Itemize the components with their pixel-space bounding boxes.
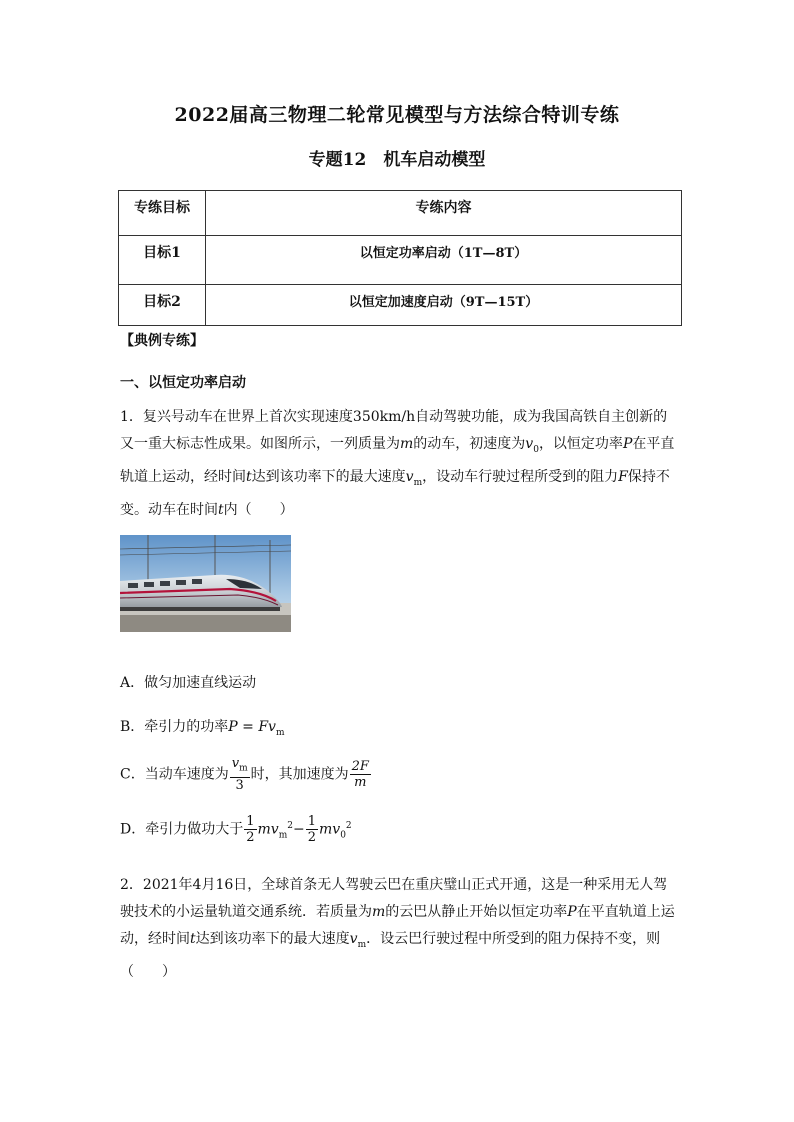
fraction: $\frac{1}{2}$ <box>246 814 255 845</box>
document-title: 2022届高三物理二轮常见模型与方法综合特训专练 <box>174 104 620 126</box>
fraction: $\frac{1}{2}$ <box>307 814 316 845</box>
fraction: $\frac{2F}{m}$ <box>351 758 369 790</box>
table-row <box>119 236 682 285</box>
option-b: B．牵引力的功率$P = Fv_m$ <box>120 719 285 738</box>
content-cell: 以恒定功率启动（1T—8T） <box>359 246 528 261</box>
table-row <box>119 285 682 326</box>
part-heading: 一、以恒定功率启动 <box>120 375 246 391</box>
option-c: C．当动车速度为 $\frac{v_m}{3}$ 时，其加速度为 $\frac{2F}{m}$ <box>120 756 369 793</box>
option-a: A．做匀加速直线运动 <box>120 675 257 691</box>
option-d: D．牵引力做功大于 $\frac{1}{2}$ $mv_m^2-$ $\frac{1}{2}$ $mv_0^2$ <box>120 814 352 845</box>
content-cell: 以恒定加速度启动（9T—15T） <box>348 295 539 310</box>
topic-subtitle: 专题12 机车启动模型 <box>308 150 486 170</box>
fraction: $\frac{v_m}{3}$ <box>231 756 248 793</box>
question-2-stem: 2．2021年4月16日，全球首条无人驾驶云巴在重庆璧山正式开通，这是一种采用无人驾驶技术的小运量轨道交通系统．若质量为m的云巴从静止开始以恒定功率P在平直轨道上运动，经时间t达到该功率下的最大速度$v_m$．设云巴行驶过程中所受到的阻力保持不变，则（ ） <box>120 877 675 980</box>
content-column-header: 专练内容 <box>415 200 472 216</box>
section-heading: 【典例专练】 <box>120 333 204 349</box>
goals-table <box>118 190 682 326</box>
goal-cell: 目标1 <box>143 245 181 261</box>
goal-column-header: 专练目标 <box>134 200 190 216</box>
goal-cell: 目标2 <box>143 294 181 310</box>
goals-table-header-row <box>119 191 682 236</box>
train-illustration <box>120 535 291 632</box>
question-1-stem: 1．复兴号动车在世界上首次实现速度350km/h自动驾驶功能，成为我国高铁自主创新的又一重大标志性成果。如图所示，一列质量为m的动车，初速度为$v_0$，以恒定功率P在平直轨道上运动，经时间t达到该功率下的最大速度$v_m$，设动车行驶过程所受到的阻力F保持不变。动车在时间t内（ ） <box>120 409 675 518</box>
high-speed-train-image <box>120 535 291 632</box>
